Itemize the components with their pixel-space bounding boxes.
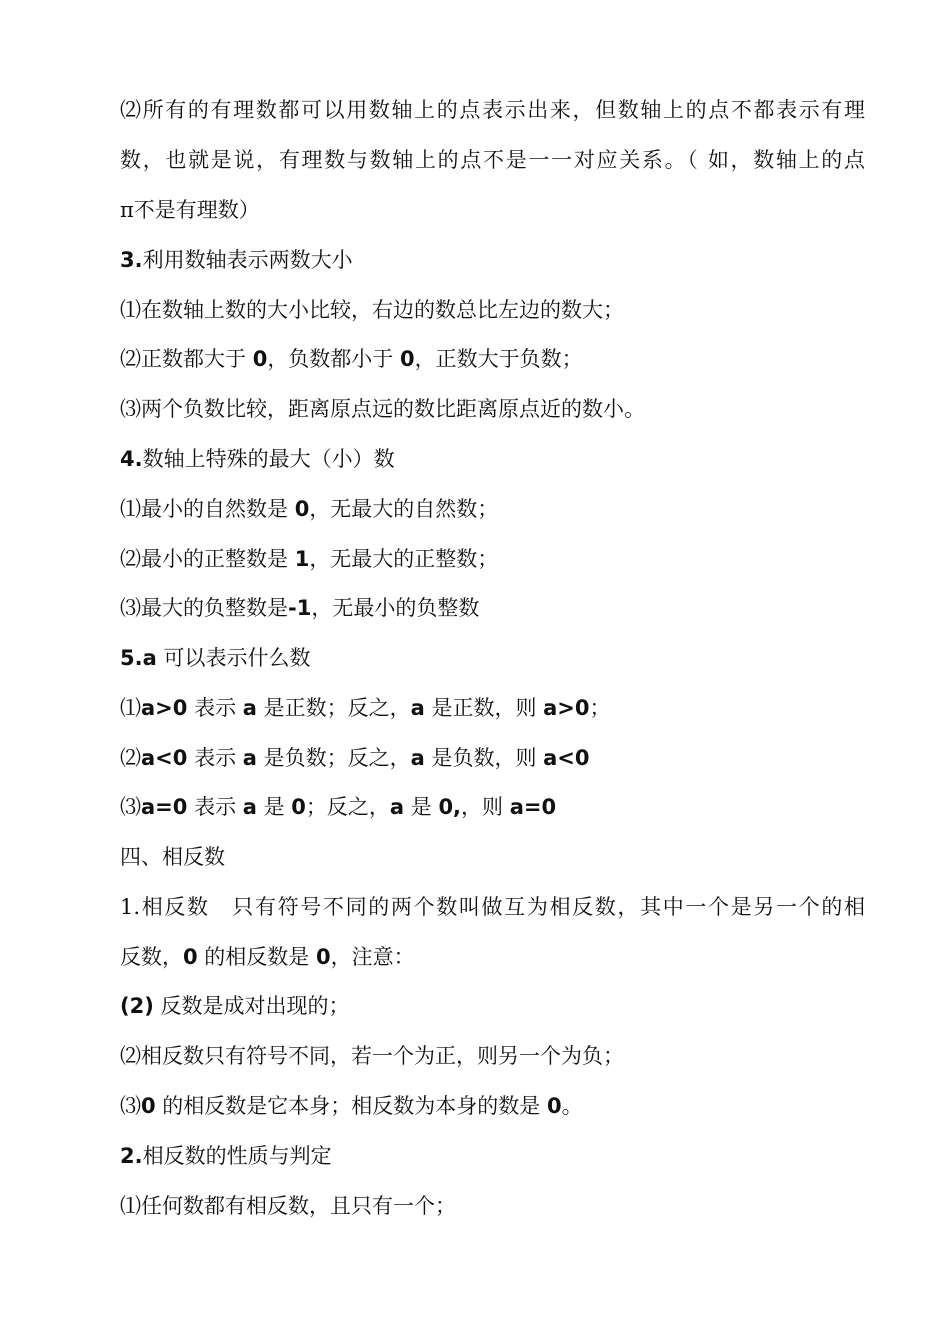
text-line <box>120 95 865 125</box>
text-run: ，正数大于负数； <box>414 347 583 371</box>
bold-run: a <box>410 696 425 720</box>
bold-run: a<0 <box>141 746 188 770</box>
text-run: ，注意： <box>330 945 415 969</box>
bold-run: 0 <box>183 945 198 969</box>
text-run: 的相反数是它本身；相反数为本身的数是 <box>155 1094 547 1118</box>
bold-run: a>0 <box>543 696 590 720</box>
text-run: ，则 <box>461 795 510 819</box>
bold-run: a <box>410 746 425 770</box>
bold-run: 0 <box>291 795 306 819</box>
text-line <box>120 593 865 623</box>
text-line <box>120 494 865 524</box>
text-run: 相反数的性质与判定 <box>142 1144 332 1168</box>
text-run: 是正数；反之， <box>256 696 411 720</box>
text-line <box>120 295 865 325</box>
text-run: ⑵所有的有理数都可以用数轴上的点表示出来，但数轴上的点不都表示有理 <box>120 98 865 122</box>
text-run: ⑶ <box>120 795 141 819</box>
text-run: 反数是成对出现的； <box>153 994 350 1018</box>
text-run: 四、相反数 <box>120 845 225 869</box>
text-line <box>120 1191 865 1221</box>
bold-run: 0, <box>438 795 462 819</box>
text-line <box>120 145 865 175</box>
text-run: ⑵最小的正整数是 <box>120 547 295 571</box>
text-run: 。 <box>561 1094 583 1118</box>
bold-run: 1 <box>294 547 310 571</box>
chapter-heading <box>120 842 865 872</box>
bold-run: a <box>242 746 257 770</box>
bold-run: 4. <box>120 447 143 471</box>
text-line <box>120 394 865 424</box>
text-run: ⑴ <box>120 696 141 720</box>
section-heading <box>120 643 865 673</box>
bold-run: 0 <box>400 347 415 371</box>
text-run: 是正数，则 <box>424 696 544 720</box>
text-line <box>120 1091 865 1121</box>
text-run: 数，也就是说，有理数与数轴上的点不是一一对应关系。（ 如，数轴上的点 <box>120 148 865 172</box>
text-line <box>120 195 865 225</box>
bold-run: 2. <box>120 1144 143 1168</box>
text-run: ⑴任何数都有相反数，且只有一个； <box>120 1194 456 1218</box>
bold-run: 0 <box>141 1094 156 1118</box>
text-run: 反数， <box>120 945 183 969</box>
bold-run: a <box>389 795 405 819</box>
text-run: ⑶最大的负整数是 <box>120 596 288 620</box>
text-line <box>120 792 865 822</box>
text-run: 的相反数是 <box>197 945 316 969</box>
text-run: 是 <box>256 795 292 819</box>
text-run: ，无最小的负整数 <box>311 596 480 620</box>
text-run: ； <box>589 696 611 720</box>
text-run: 利用数轴表示两数大小 <box>142 248 353 272</box>
section-heading <box>120 1141 865 1171</box>
text-run: 数轴上特殊的最大（小）数 <box>142 447 395 471</box>
text-line <box>120 344 865 374</box>
text-run: ⑴在数轴上数的大小比较，右边的数总比左边的数大； <box>120 298 624 322</box>
bold-run: -1 <box>288 596 312 620</box>
text-run: ⑵相反数只有符号不同，若一个为正，则另一个为负； <box>120 1044 624 1068</box>
text-run: ⑵正数都大于 <box>120 347 253 371</box>
text-line <box>120 544 865 574</box>
text-run: π不是有理数） <box>120 198 260 222</box>
bold-run: 5.a <box>120 646 157 670</box>
bold-run: (2) <box>120 994 154 1018</box>
bold-run: 3. <box>120 248 143 272</box>
bold-run: a=0 <box>509 795 557 819</box>
text-run: 1.相反数 只有符号不同的两个数叫做互为相反数，其中一个是另一个的相 <box>120 895 865 919</box>
text-run: 表示 <box>187 746 243 770</box>
text-line <box>120 743 865 773</box>
text-line <box>120 892 865 922</box>
text-run: ；反之， <box>305 795 390 819</box>
bold-run: a=0 <box>141 795 188 819</box>
text-line <box>120 942 865 972</box>
bold-run: a>0 <box>141 696 188 720</box>
text-run: 表示 <box>187 696 243 720</box>
section-heading <box>120 245 865 275</box>
text-line <box>120 693 865 723</box>
bold-run: 0 <box>546 1094 562 1118</box>
text-run: ⑶两个负数比较，距离原点远的数比距离原点近的数小。 <box>120 397 645 421</box>
text-run: 是负数，则 <box>424 746 544 770</box>
bold-run: a <box>242 795 257 819</box>
text-run: 是负数；反之， <box>256 746 411 770</box>
bold-run: a<0 <box>543 746 590 770</box>
text-run: ⑵ <box>120 746 141 770</box>
text-run: ⑴最小的自然数是 <box>120 497 295 521</box>
text-run: ，负数都小于 <box>267 347 400 371</box>
text-run: ，无最大的自然数； <box>309 497 499 521</box>
text-run: 可以表示什么数 <box>156 646 311 670</box>
text-line <box>120 991 865 1021</box>
section-heading <box>120 444 865 474</box>
bold-run: 0 <box>294 497 310 521</box>
text-run: 是 <box>404 795 439 819</box>
bold-run: 0 <box>252 347 268 371</box>
text-run: ，无最大的正整数； <box>309 547 499 571</box>
text-run: ⑶ <box>120 1094 141 1118</box>
bold-run: 0 <box>315 945 331 969</box>
text-run: 表示 <box>187 795 243 819</box>
bold-run: a <box>242 696 257 720</box>
text-line <box>120 1041 865 1071</box>
